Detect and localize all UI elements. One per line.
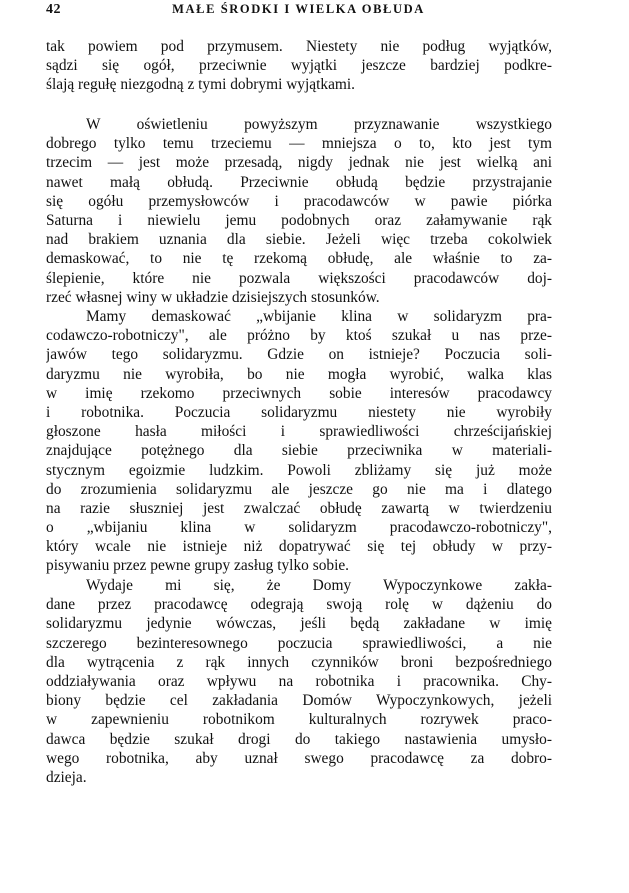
text-line: dobrego tylko temu trzeciemu — mniejsza o to, kto jest tym [46, 135, 552, 153]
text-line: jawów tego solidaryzmu. Gdzie on istnieje? Poczucia soli- [46, 346, 552, 364]
text-line: który wcale nie istnieje niż dopatrywać się tej obłudy w przy- [46, 538, 552, 556]
text-line: demaskować, to nie tę rzekomą obłudę, ale właśnie to za- [46, 250, 552, 268]
text-line: biony będzie cel zakładania Domów Wypoczynkowych, jeżeli [46, 692, 552, 710]
text-line: trzecim — jest może przesadą, nigdy jednak nie jest wielką ani [46, 154, 552, 172]
text-line: W oświetleniu powyższym przyznawanie wszystkiego [86, 116, 552, 133]
paragraph-1 [46, 37, 552, 95]
text-line: na razie słuszniej jest zwalczać obłudę zawartą w twierdzeniu [46, 499, 552, 517]
text-line: sądzi się ogół, przeciwnie wyjątki jeszcze bardziej podkre- [46, 57, 552, 75]
text-line: wego robotnika, aby uznał swego pracodawcę za dobro- [46, 749, 552, 767]
text-line: stycznym egoizmie ludzkim. Powoli zbliżamy się już może [46, 461, 552, 479]
page-header [46, 2, 551, 22]
text-line: solidaryzmu jedynie wówczas, jeśli będą zakładane w imię [46, 615, 552, 633]
text-line: Wydaje mi się, że Domy Wypoczynkowe zakła- [86, 577, 552, 594]
text-line: i robotnika. Poczucia solidaryzmu niestety nie wyrobiły [46, 403, 552, 421]
text-line: głoszone hasła miłości i sprawiedliwości chrześcijańskiej [46, 423, 552, 441]
text-line: codawczo-robotniczy", ale próżno by ktoś szukał u nas prze- [46, 327, 552, 345]
text-line: oddziaływania oraz wpływu na robotnika i pracownika. Chy- [46, 672, 552, 690]
page-number: 42 [46, 2, 61, 17]
text-line: do zrozumienia solidaryzmu ale jeszcze go nie ma i dlatego [46, 480, 552, 498]
text-line: w zapewnieniu robotnikom kulturalnych rozrywek praco- [46, 711, 552, 729]
text-line: nad brakiem uznania dla siebie. Jeżeli więc trzeba cokolwiek [46, 231, 552, 249]
text-line: o „wbijaniu klina w solidaryzm pracodawczo-robotniczy", [46, 519, 552, 537]
text-line: dla wytrącenia z rąk innych czynników broni bezpośredniego [46, 653, 552, 671]
text-line: Mamy demaskować „wbijanie klina w solidaryzm pra- [86, 308, 552, 325]
text-line: nawet małą obłudą. Przeciwnie obłudą będzie przystrajanie [46, 173, 552, 191]
text-line: rzeć własnej winy w układzie dzisiejszych stosunków. [46, 288, 380, 306]
paragraph-2 [46, 115, 552, 307]
text-line: tak powiem pod przymusem. Niestety nie podług wyjątków, [46, 38, 552, 55]
text-line: dawca będzie szukał drogi do takiego nastawienia umysło- [46, 730, 552, 748]
text-line: w imię rzekomo przeciwnych sobie interesów pracodawcy [46, 384, 552, 402]
text-line: szczerego bezinteresownego poczucia sprawiedliwości, a nie [46, 634, 552, 652]
running-title: MAŁE ŚRODKI I WIELKA OBŁUDA [172, 2, 425, 16]
text-line: Saturna i niewielu jemu podobnych oraz załamywanie rąk [46, 211, 552, 229]
text-line: dane przez pracodawcę odegrają swoją rolę w dążeniu do [46, 596, 552, 614]
text-line: daryzmu nie wyrobiła, bo nie mogła wyrobić, walka klas [46, 365, 552, 383]
text-line: dzieja. [46, 768, 87, 786]
text-line: ślają regułę niezgodną z tymi dobrymi wyjątkami. [46, 76, 356, 94]
paragraph-3 [46, 307, 552, 576]
text-line: ślepienie, które nie pozwala większości pracodawców doj- [46, 269, 552, 287]
paragraph-4 [46, 576, 552, 787]
text-line: znajdujące potężnego dla siebie przeciwnika w materiali- [46, 442, 552, 460]
text-line: pisywaniu przez pewne grupy zasług tylko sobie. [46, 557, 350, 575]
text-line: się ogółu przemysłowców i pracodawców w pawie piórka [46, 192, 552, 210]
